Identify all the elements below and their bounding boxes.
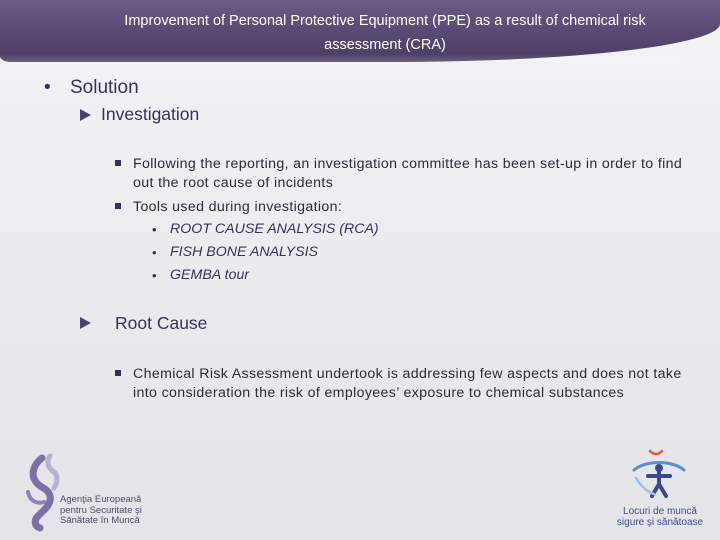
tool-item-gemba: GEMBA tour xyxy=(170,267,250,283)
investigation-heading: Investigation xyxy=(101,104,200,124)
tool-bullet: • xyxy=(152,222,157,237)
healthy-workplaces-logo-text: Locuri de muncă sigure şi sănătoase xyxy=(616,506,704,528)
investigation-item-committee: Following the reporting, an investigation committee has been set-up in order to find out the root cause of incidents xyxy=(133,156,683,191)
slide-title-line-2: assessment (CRA) xyxy=(324,37,446,53)
square-bullet-icon xyxy=(115,370,121,376)
tool-item-rca: ROOT CAUSE ANALYSIS (RCA) xyxy=(170,221,379,237)
investigation-item-tools: Tools used during investigation: xyxy=(133,199,343,215)
healthy-workplaces-logo-icon xyxy=(628,448,690,504)
eu-osha-logo-text: Agenţia Europeană pentru Securitate şi Sănătate în Muncă xyxy=(60,494,142,526)
square-bullet-icon xyxy=(115,160,121,166)
tool-bullet: • xyxy=(152,268,157,283)
triangle-bullet-icon xyxy=(80,317,91,329)
tool-bullet: • xyxy=(152,245,157,260)
solution-heading: Solution xyxy=(70,77,139,98)
slide-title-line-1: Improvement of Personal Protective Equipment (PPE) as a result of chemical risk xyxy=(124,13,646,29)
root-cause-item: Chemical Risk Assessment undertook is addressing few aspects and does not take into consideration the risk of employees’ exposure to chemical substances xyxy=(133,366,682,401)
tool-item-fishbone: FISH BONE ANALYSIS xyxy=(170,244,318,260)
root-cause-heading: Root Cause xyxy=(115,313,208,333)
square-bullet-icon xyxy=(115,203,121,209)
triangle-bullet-icon xyxy=(80,109,91,121)
slide-title xyxy=(60,9,710,57)
main-bullet: • xyxy=(44,77,51,98)
